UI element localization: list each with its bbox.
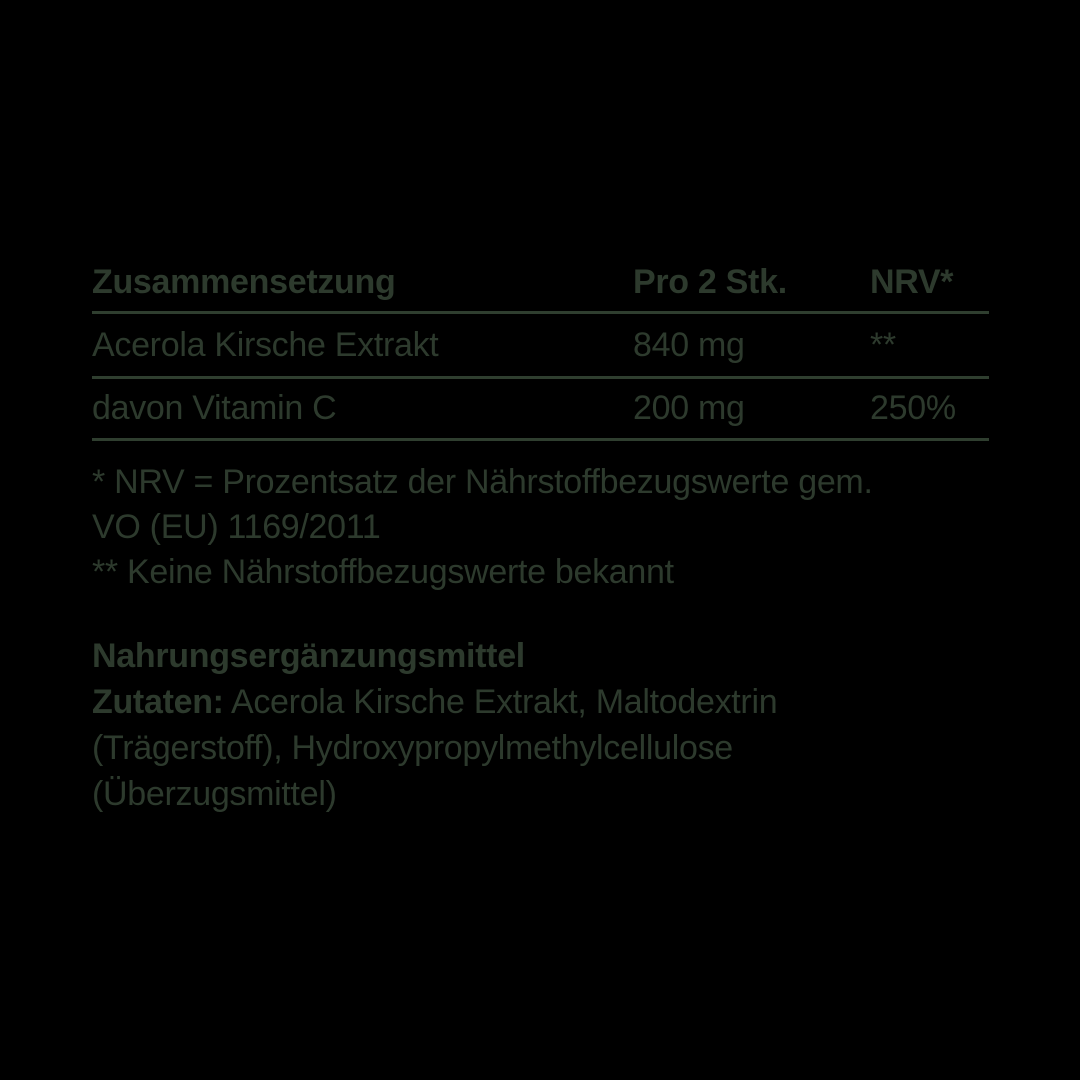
table-row <box>92 314 989 376</box>
nrv-footnotes <box>92 460 873 595</box>
table-divider <box>92 438 989 441</box>
ingredients-line <box>92 679 777 725</box>
header-nrv: NRV* <box>870 263 954 301</box>
row-ingredient-name: Acerola Kirsche Extrakt <box>92 325 439 364</box>
row-amount: 200 mg <box>633 389 745 427</box>
ingredients-label: Zutaten: <box>92 683 224 721</box>
ingredients-line: (Trägerstoff), Hydroxypropylmethylcellulose <box>92 729 733 767</box>
row-amount: 840 mg <box>633 325 745 364</box>
ingredients-title: Nahrungsergänzungsmittel <box>92 637 525 675</box>
row-nrv-value: 250% <box>870 389 956 427</box>
footnote-line: ** Keine Nährstoffbezugswerte bekannt <box>92 553 674 591</box>
nutrition-table <box>92 254 989 441</box>
ingredients-text: Acerola Kirsche Extrakt, Maltodextrin <box>230 683 778 721</box>
ingredients-section <box>92 633 777 817</box>
table-row <box>92 379 989 438</box>
header-composition: Zusammensetzung <box>92 263 396 301</box>
row-ingredient-name: davon Vitamin C <box>92 389 337 427</box>
ingredients-line: (Überzugsmittel) <box>92 775 337 813</box>
footnote-line: VO (EU) 1169/2011 <box>92 508 381 546</box>
nutrition-table-header-row <box>92 254 989 311</box>
footnote-line: * NRV = Prozentsatz der Nährstoffbezugswerte gem. <box>92 463 873 501</box>
row-nrv-value: ** <box>870 325 896 364</box>
header-per-serving: Pro 2 Stk. <box>633 263 787 301</box>
